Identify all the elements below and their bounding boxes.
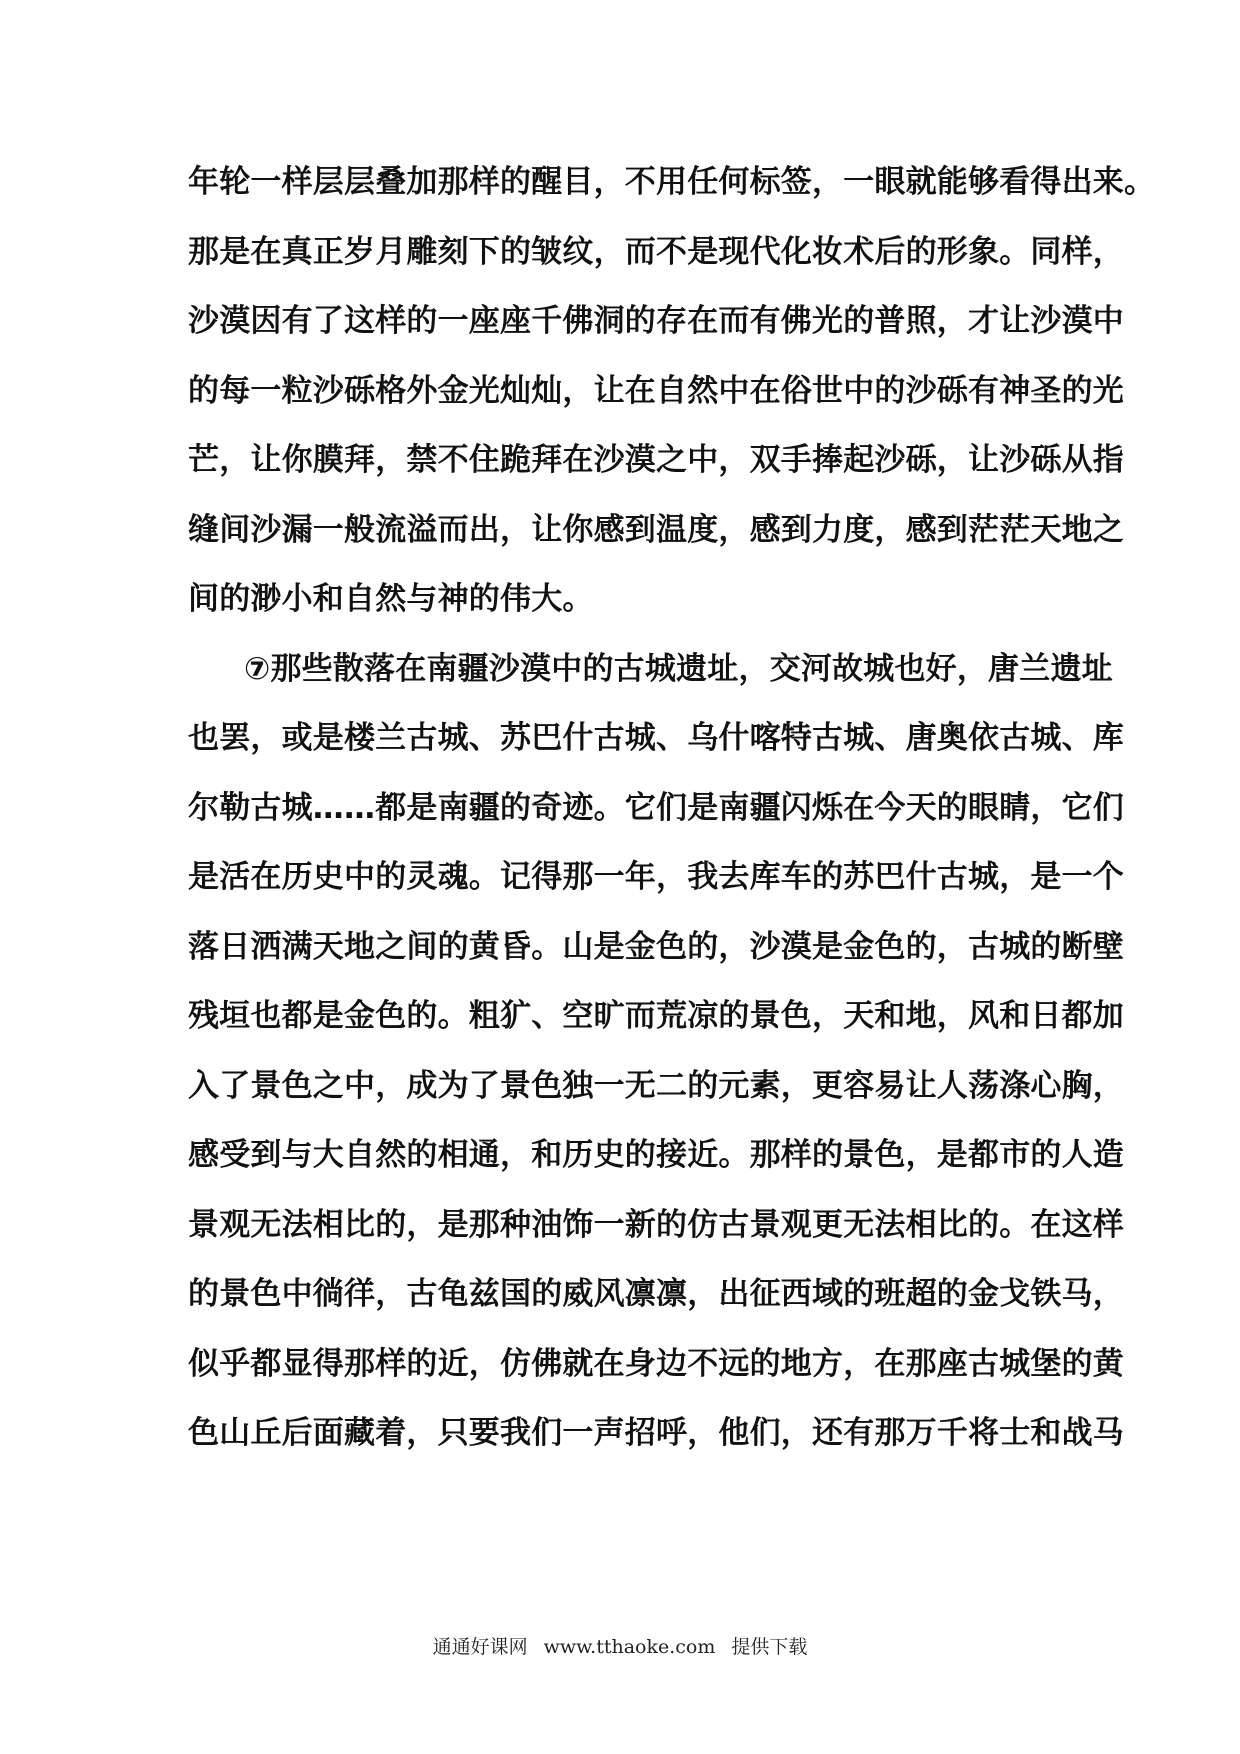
text-line: 落日洒满天地之间的黄昏。山是金色的，沙漠是金色的，古城的断壁 (188, 928, 1124, 965)
text-line: 的景色中徜徉，古龟兹国的威风凛凛，出征西域的班超的金戈铁马， (188, 1276, 1124, 1312)
text-line: 入了景色之中，成为了景色独一无二的元素，更容易让人荡涤心胸， (188, 1067, 1124, 1104)
footer-site-name: 通通好课网 (432, 1636, 528, 1658)
text-line: 芒，让你膜拜，禁不住跪拜在沙漠之中，双手捧起沙砾，让沙砾从指 (188, 442, 1124, 478)
text-line: 色山丘后面藏着，只要我们一声招呼，他们，还有那万千将士和战马 (188, 1415, 1124, 1451)
text-line: 那是在真正岁月雕刻下的皱纹，而不是现代化妆术后的形象。同样， (188, 233, 1124, 270)
text-line: 的每一粒沙砾格外金光灿灿，让在自然中在俗世中的沙砾有神圣的光 (188, 372, 1124, 409)
text-line: 也罢，或是楼兰古城、苏巴什古城、乌什喀特古城、唐奥依古城、库 (188, 720, 1124, 756)
footer-note: 提供下载 (731, 1636, 808, 1658)
text-line: 沙漠因有了这样的一座座千佛洞的存在而有佛光的普照，才让沙漠中 (188, 303, 1124, 339)
text-line: 感受到与大自然的相通，和历史的接近。那样的景色，是都市的人造 (188, 1137, 1124, 1173)
text-line: 景观无法相比的，是那种油饰一新的仿古景观更无法相比的。在这样 (188, 1206, 1124, 1243)
text-line: 尔勒古城……都是南疆的奇迹。它们是南疆闪烁在今天的眼睛，它们 (188, 789, 1124, 826)
body-text (188, 148, 1156, 1469)
text-line: 是活在历史中的灵魂。记得那一年，我去库车的苏巴什古城，是一个 (188, 859, 1124, 895)
text-line: 似乎都显得那样的近，仿佛就在身边不远的地方，在那座古城堡的黄 (188, 1345, 1124, 1382)
paragraph-start-line: ⑦那些散落在南疆沙漠中的古城遗址，交河故城也好，唐兰遗址 (244, 650, 1113, 687)
footer-url[interactable]: www.tthaoke.com (543, 1636, 716, 1658)
text-line: 残垣也都是金色的。粗犷、空旷而荒凉的景色，天和地，风和日都加 (188, 998, 1124, 1034)
text-line: 年轮一样层层叠加那样的醒目，不用任何标签，一眼就能够看得出来。 (188, 164, 1156, 200)
text-line: 间的渺小和自然与神的伟大。 (188, 581, 594, 617)
text-line: 缝间沙漏一般流溢而出，让你感到温度，感到力度，感到茫茫天地之 (188, 511, 1124, 548)
page-footer (0, 1632, 1240, 1659)
